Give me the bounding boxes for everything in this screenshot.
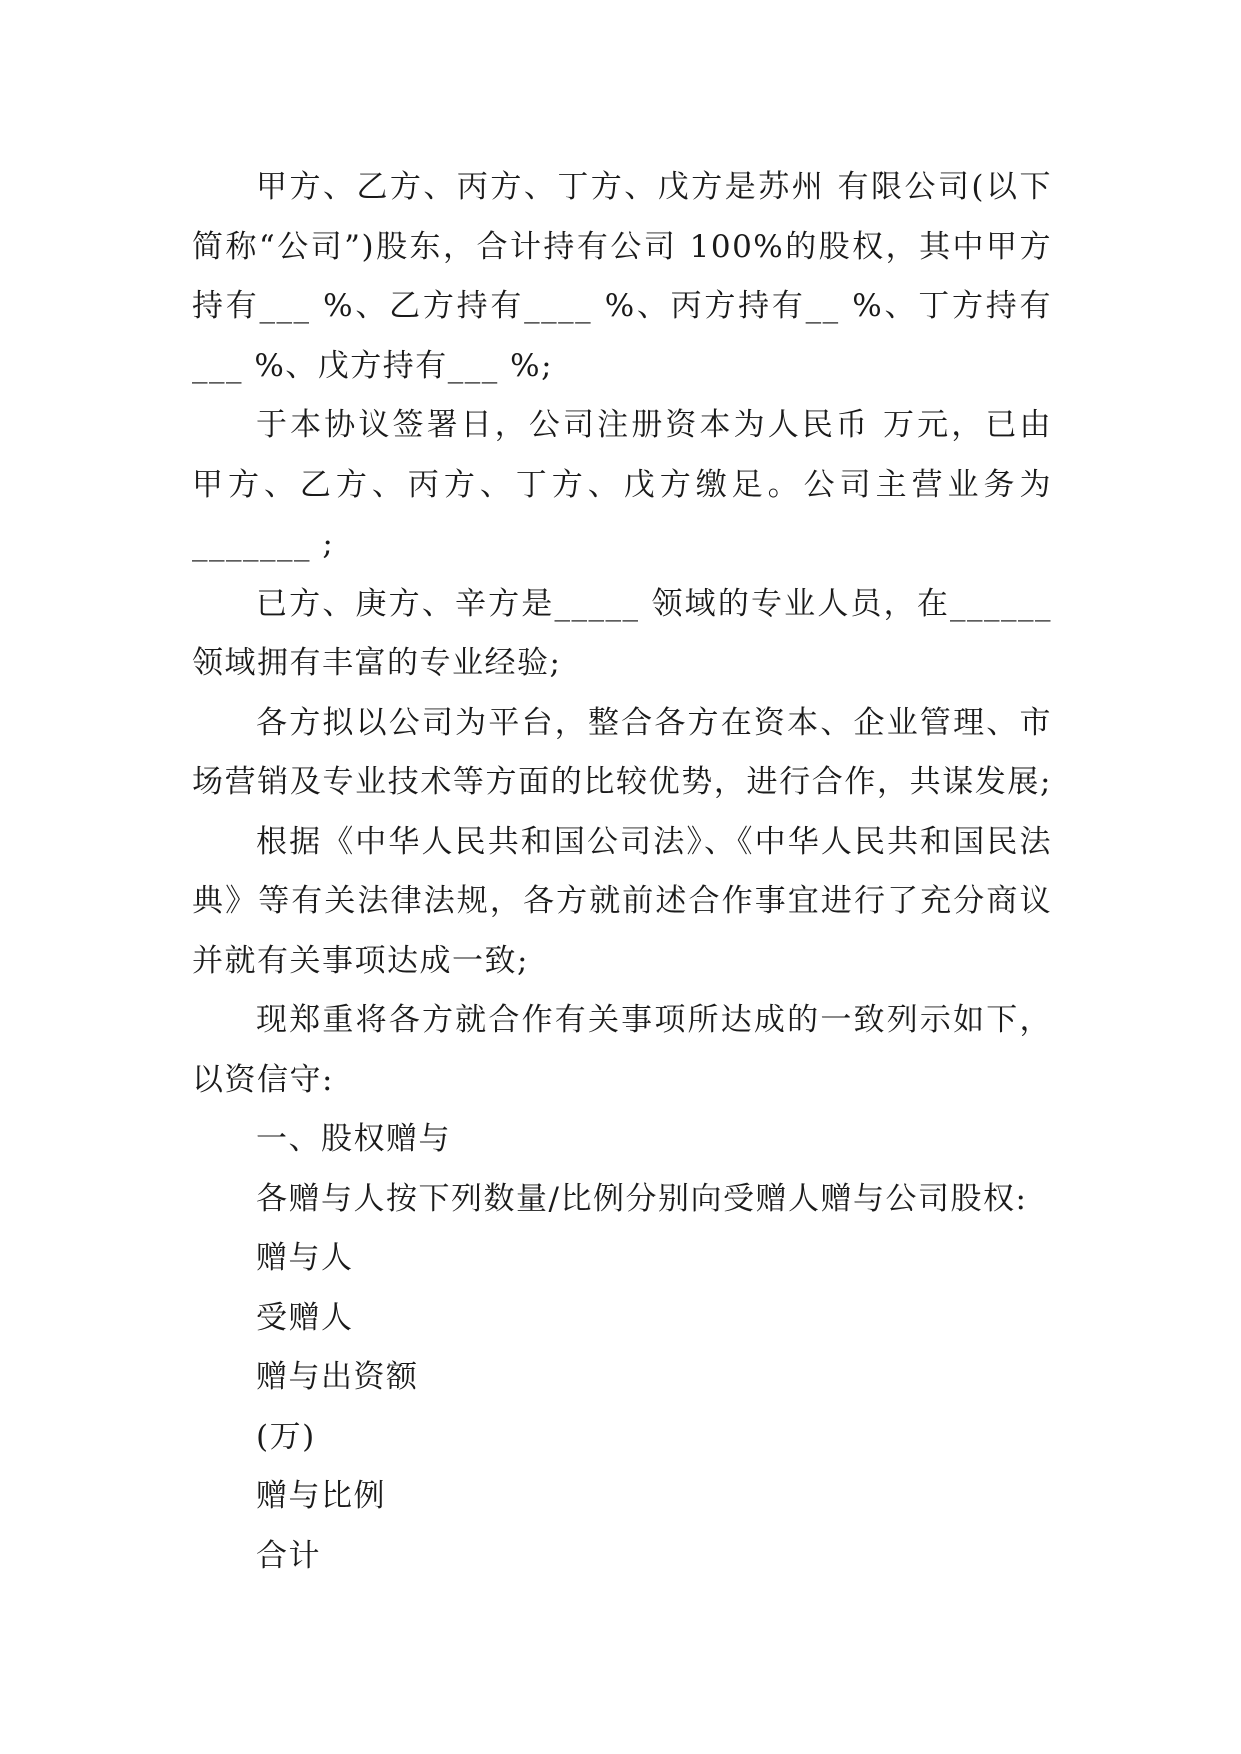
text-line: 场营销及专业技术等方面的比较优势，进行合作，共谋发展; bbox=[192, 764, 1052, 800]
table-label-total: 合计 bbox=[256, 1537, 321, 1574]
text-line: 于本协议签署日，公司注册资本为人民币 万元，已由 bbox=[256, 407, 1052, 443]
paragraph-cooperation bbox=[192, 694, 1052, 813]
paragraph-agreement-statement bbox=[192, 991, 1052, 1110]
text-line: 根据《中华人民共和国公司法》、《中华人民共和国民法 bbox=[256, 823, 1052, 860]
text-line: 甲方、乙方、丙方、丁方、戊方是苏州 有限公司(以下 bbox=[256, 169, 1052, 205]
section-intro: 各赠与人按下列数量/比例分别向受赠人赠与公司股权: bbox=[256, 1180, 1028, 1217]
gift-table bbox=[192, 1229, 1052, 1586]
text-line: ___ %、戊方持有___ %; bbox=[192, 347, 554, 384]
section-heading: 一、股权赠与 bbox=[256, 1121, 451, 1157]
text-line: 持有___ %、乙方持有____ %、丙方持有__ %、丁方持有 bbox=[192, 288, 1052, 324]
document-page bbox=[192, 158, 1052, 1586]
text-line: _______ ; bbox=[192, 526, 335, 562]
paragraph-legal-basis bbox=[192, 813, 1052, 992]
text-line: 典》等有关法律法规，各方就前述合作事宜进行了充分商议 bbox=[192, 883, 1052, 919]
text-line: 现郑重将各方就合作有关事项所达成的一致列示如下， bbox=[256, 1002, 1052, 1038]
text-line: 并就有关事项达成一致; bbox=[192, 942, 529, 979]
table-label-amount: 赠与出资额 bbox=[256, 1359, 419, 1395]
paragraph-professionals bbox=[192, 575, 1052, 694]
text-line: 以资信守: bbox=[192, 1061, 334, 1098]
paragraph-shareholders bbox=[192, 158, 1052, 396]
table-label-recipient: 受赠人 bbox=[256, 1299, 354, 1336]
table-label-donor: 赠与人 bbox=[256, 1240, 354, 1276]
text-line: 领域拥有丰富的专业经验; bbox=[192, 645, 562, 681]
table-label-unit: (万) bbox=[256, 1418, 316, 1455]
table-label-ratio: 赠与比例 bbox=[256, 1478, 386, 1514]
text-line: 已方、庚方、辛方是_____ 领域的专业人员，在______ bbox=[256, 585, 1052, 622]
text-line: 甲方、乙方、丙方、丁方、戊方缴足。公司主营业务为 bbox=[192, 466, 1052, 503]
paragraph-registered-capital bbox=[192, 396, 1052, 575]
text-line: 简称“公司”)股东，合计持有公司 100%的股权，其中甲方 bbox=[192, 228, 1052, 265]
text-line: 各方拟以公司为平台，整合各方在资本、企业管理、市 bbox=[256, 704, 1052, 741]
